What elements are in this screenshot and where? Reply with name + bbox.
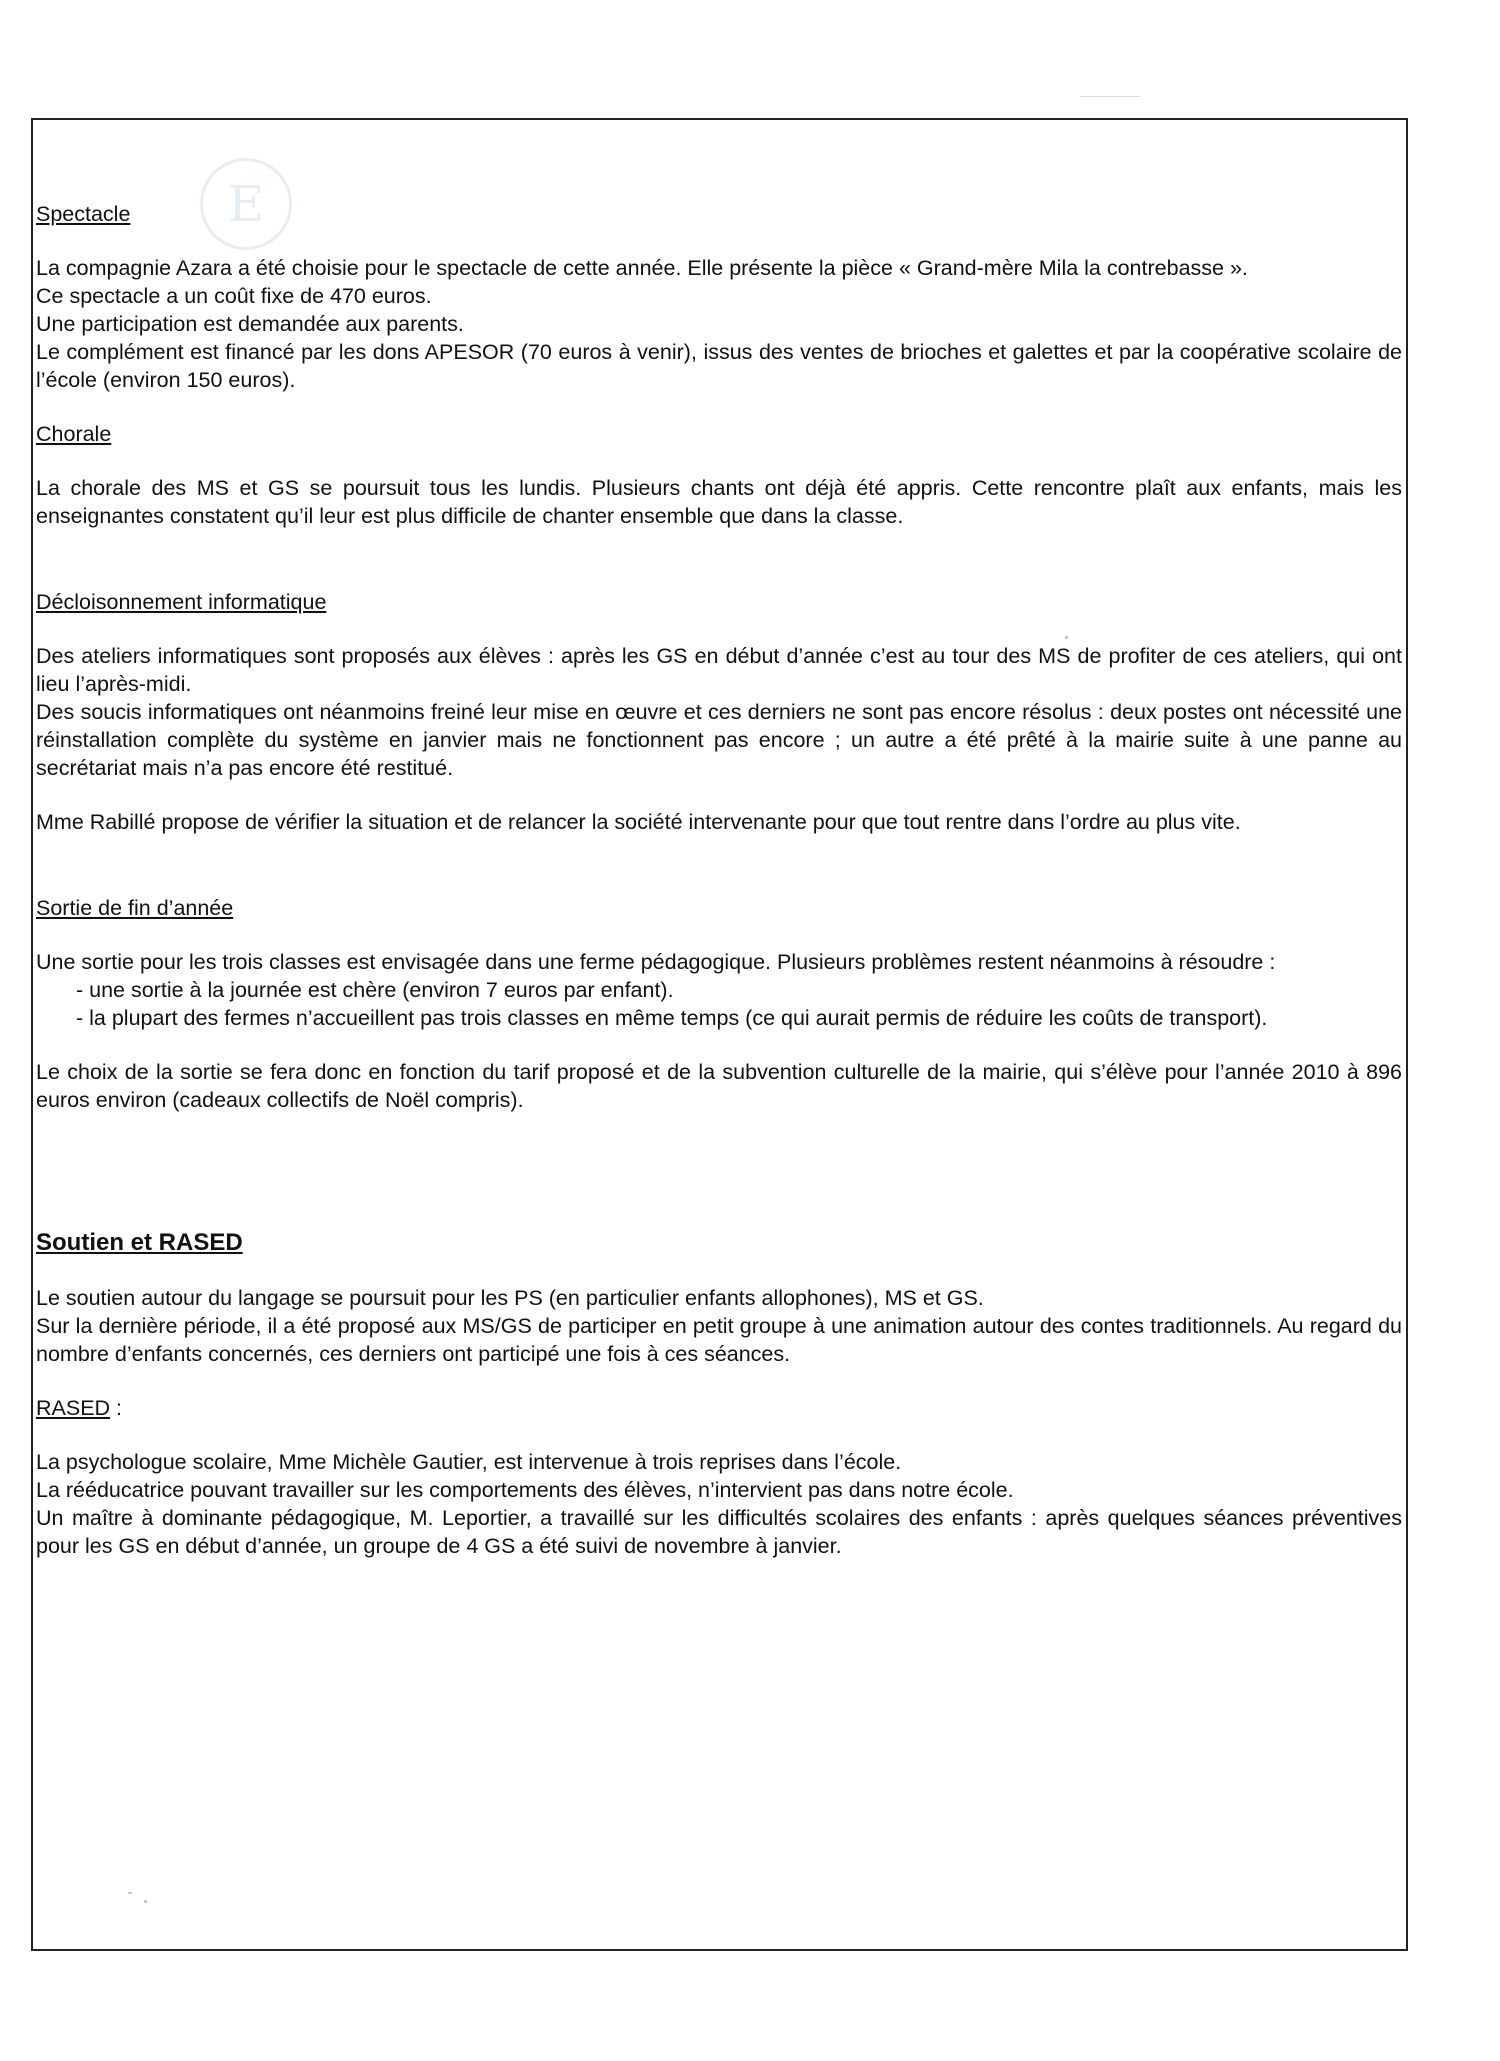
rased-label	[36, 1394, 1402, 1422]
paragraph: Le soutien autour du langage se poursuit pour les PS (en particulier enfants allophones), MS et GS.	[36, 1286, 984, 1310]
paragraph: Mme Rabillé propose de vérifier la situation et de relancer la société intervenante pour que tout rentre dans l’ordre au plus vite.	[36, 810, 1241, 834]
paragraph: Sur la dernière période, il a été proposé aux MS/GS de participer en petit groupe à une animation autour des contes traditionnels. Au regard du nombre d’enfants concernés, ces derniers ont participé une fois à ces séances.	[36, 1314, 1402, 1366]
section-chorale	[36, 420, 1402, 530]
problem-list	[36, 976, 1402, 1032]
paragraph: Le choix de la sortie se fera donc en fonction du tarif proposé et de la subvention culturelle de la mairie, qui s’élève pour l’année 2010 à 896 euros environ (cadeaux collectifs de Noël compris).	[36, 1060, 1402, 1112]
document-body	[36, 200, 1402, 1560]
paragraph: Des ateliers informatiques sont proposés aux élèves : après les GS en début d’année c’est au tour des MS de profiter de ces ateliers, qui ont lieu l’après-midi.	[36, 644, 1402, 696]
paragraph: Des soucis informatiques ont néanmoins freiné leur mise en œuvre et ces derniers ne sont pas encore résolus : deux postes ont nécessité une réinstallation complète du système en janvier mais ne fonctionnent pas encore ; un autre a été prêté à la mairie suite à une panne au secrétariat mais n’a pas encore été restitué.	[36, 700, 1402, 780]
section-spectacle	[36, 200, 1402, 394]
section-soutien	[36, 1228, 1402, 1368]
list-item: - une sortie à la journée est chère (environ 7 euros par enfant).	[76, 978, 674, 1002]
section-heading: Décloisonnement informatique	[36, 590, 327, 614]
scan-speck	[128, 1892, 132, 1894]
section-heading: Sortie de fin d’année	[36, 896, 234, 920]
section-heading: RASED	[36, 1396, 111, 1420]
scan-mark	[1080, 96, 1140, 97]
list-item: - la plupart des fermes n’accueillent pas trois classes en même temps (ce qui aurait permis de réduire les coûts de transport).	[76, 1006, 1268, 1030]
watermark-letter: E	[227, 175, 265, 233]
main-heading: Soutien et RASED	[36, 1229, 243, 1256]
paragraph: Un maître à dominante pédagogique, M. Leportier, a travaillé sur les difficultés scolaires des enfants : après quelques séances préventives pour les GS en début d’année, un groupe de 4 GS a été suivi de novembre à janvier.	[36, 1506, 1402, 1558]
section-sortie	[36, 894, 1402, 1114]
heading-suffix: :	[110, 1396, 123, 1420]
paragraph: La chorale des MS et GS se poursuit tous les lundis. Plusieurs chants ont déjà été appris. Cette rencontre plaît aux enfants, mais les enseignantes constatent qu’il leur est plus difficile de chanter ensemble que dans la classe.	[36, 476, 1402, 528]
scan-speck	[144, 1900, 147, 1903]
paragraph: La rééducatrice pouvant travailler sur les comportements des élèves, n’intervient pas dans notre école.	[36, 1478, 1014, 1502]
section-heading: Spectacle	[36, 202, 131, 226]
section-informatique	[36, 588, 1402, 836]
paragraph: Le complément est financé par les dons APESOR (70 euros à venir), issus des ventes de brioches et galettes et par la coopérative scolaire de l’école (environ 150 euros).	[36, 340, 1402, 392]
paragraph: La compagnie Azara a été choisie pour le spectacle de cette année. Elle présente la pièce « Grand-mère Mila la contrebasse ».	[36, 256, 1248, 280]
section-rased	[36, 1394, 1402, 1560]
paragraph: Une sortie pour les trois classes est envisagée dans une ferme pédagogique. Plusieurs problèmes restent néanmoins à résoudre :	[36, 950, 1276, 974]
paragraph: Ce spectacle a un coût fixe de 470 euros.	[36, 284, 432, 308]
paragraph: Une participation est demandée aux parents.	[36, 312, 464, 336]
section-heading: Chorale	[36, 422, 112, 446]
paragraph: La psychologue scolaire, Mme Michèle Gautier, est intervenue à trois reprises dans l’école.	[36, 1450, 902, 1474]
